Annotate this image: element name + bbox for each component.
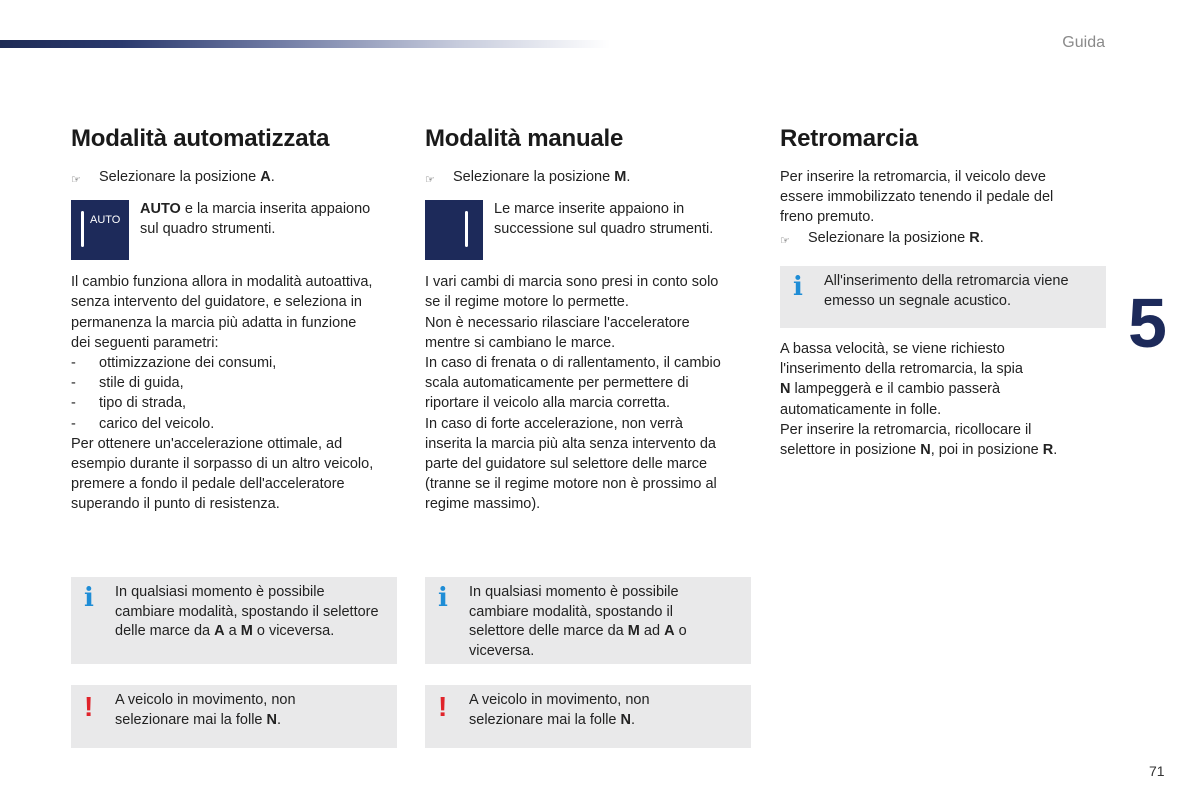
dash-text: tipo di strada, [99, 395, 187, 412]
info-icon: i [793, 272, 803, 302]
note-line: viceversa. [469, 642, 535, 659]
note-line: All'inserimento della retromarcia viene [824, 273, 1069, 289]
bullet-bold: M [614, 169, 627, 185]
para-line: In caso di frenata o di rallentamento, il cambio [425, 355, 721, 372]
para-line: Per inserire la retromarcia, ricollocare il [780, 421, 1032, 438]
para-line: dei seguenti parametri: [71, 334, 219, 351]
para-line: superando il punto di resistenza. [71, 496, 280, 513]
column-manual-mode [425, 125, 755, 515]
manual-text-1: Le marce inserite appaiono in [494, 201, 685, 218]
auto-gear-indicator-icon [71, 200, 129, 260]
chapter-title: Guida [1062, 34, 1105, 51]
para-line: permanenza la marcia più adatta in funzione [71, 314, 357, 331]
automated-description [71, 272, 401, 514]
info-note-text [115, 583, 385, 642]
note-line: A veicolo in movimento, non [469, 692, 650, 708]
para-line: l'inserimento della retromarcia, la spia [780, 361, 1023, 378]
para-line: In caso di forte accelerazione, non verrà [425, 415, 683, 432]
para-line: automaticamente in folle. [780, 401, 942, 418]
bullet-suffix: . [270, 169, 275, 185]
manual-description [425, 272, 755, 514]
column-automated-mode [71, 125, 401, 515]
bullet-select-a [71, 167, 401, 190]
para-line: regime massimo). [425, 496, 541, 513]
para-line: mentre si cambiano le marce. [425, 334, 616, 351]
note-line: selezionare mai la folle N. [115, 711, 282, 728]
pointing-hand-icon: ☞ [425, 174, 435, 186]
manual-gear-indicator-icon [425, 200, 483, 260]
dash-item: - tipo di strada, [71, 393, 401, 413]
note-line: delle marce da A a M o viceversa. [115, 623, 335, 640]
para-line: selettore in posizione N, poi in posizione R. [780, 442, 1058, 459]
bullet-text: Selezionare la posizione [453, 169, 615, 185]
warning-note-text [469, 691, 739, 730]
note-line: cambiare modalità, spostando il selettore [115, 603, 379, 620]
bullet-text: Selezionare la posizione [808, 229, 970, 246]
para-line: essere immobilizzato tenendo il pedale del [780, 189, 1054, 206]
info-note-text [469, 583, 739, 661]
bullet-text: Selezionare la posizione [99, 169, 261, 185]
section-title-automated: Modalità automatizzata [71, 125, 330, 152]
bullet-suffix: . [626, 169, 631, 185]
para-line: Il cambio funziona allora in modalità autoattiva, [71, 274, 373, 291]
para-line: inserita la marcia più alta senza intervento da [425, 435, 716, 452]
para-line: se il regime motore lo permette. [425, 294, 629, 311]
info-note-text [824, 272, 1094, 311]
para-line: premere a fondo il pedale dell'acceleratore [71, 476, 345, 493]
para-line: N lampeggerà e il cambio passerà [780, 381, 1001, 398]
bullet-select-m [425, 167, 755, 190]
dash-item: - stile di guida, [71, 373, 401, 393]
exclamation-icon: ! [438, 691, 448, 722]
dash-text: stile di guida, [99, 375, 184, 392]
warning-note-automated [71, 685, 397, 748]
bullet-bold: R [969, 229, 980, 246]
para-line: (tranne se il regime motore non è prossimo al [425, 476, 717, 493]
manual-indicator-row [425, 200, 755, 260]
warning-note-text [115, 691, 385, 730]
note-line: In qualsiasi momento è possibile [115, 584, 325, 600]
para-line: I vari cambi di marcia sono presi in conto solo [425, 274, 719, 291]
info-note-automated [71, 577, 397, 664]
para-line: Per inserire la retromarcia, il veicolo deve [780, 169, 1046, 185]
note-line: selettore delle marce da M ad A o [469, 623, 687, 640]
column-reverse [780, 125, 1110, 251]
warning-note-manual [425, 685, 751, 748]
dash-text: ottimizzazione dei consumi, [99, 355, 277, 372]
manual-text-2: successione sul quadro strumenti. [494, 221, 714, 238]
para-line: parte del guidatore sul selettore delle marce [425, 456, 708, 473]
auto-indicator-row [71, 200, 401, 260]
auto-bold: AUTO [140, 201, 181, 218]
note-line: selezionare mai la folle N. [469, 711, 636, 728]
note-line: A veicolo in movimento, non [115, 692, 296, 708]
info-note-manual [425, 577, 751, 664]
bullet-bold: A [260, 169, 271, 185]
reverse-description [780, 339, 1110, 460]
para-line: Per ottenere un'accelerazione ottimale, ad [71, 435, 343, 452]
auto-text-1: e la marcia inserita appaiono [180, 201, 371, 218]
dash-text: carico del veicolo. [99, 415, 215, 432]
pointing-hand-icon: ☞ [780, 234, 790, 247]
info-icon: i [84, 583, 94, 613]
manual-indicator-text [494, 199, 713, 260]
note-line: emesso un segnale acustico. [824, 292, 1011, 309]
gear-bar [465, 211, 468, 247]
dash-item: - ottimizzazione dei consumi, [71, 353, 401, 373]
header-gradient-bar [0, 40, 610, 48]
auto-icon-label: AUTO [90, 214, 121, 227]
exclamation-icon: ! [84, 691, 94, 722]
section-title-manual: Modalità manuale [425, 125, 624, 152]
para-line: Non è necessario rilasciare l'acceleratore [425, 314, 690, 331]
bullet-select-r [780, 228, 1110, 251]
para-line: scala automaticamente per permettere di [425, 375, 689, 392]
note-line: In qualsiasi momento è possibile [469, 584, 679, 600]
dash-item: - carico del veicolo. [71, 414, 401, 434]
para-line: riportare il veicolo alla marcia corretta. [425, 395, 670, 412]
info-icon: i [438, 583, 448, 613]
para-line: A bassa velocità, se viene richiesto [780, 341, 1005, 357]
pointing-hand-icon: ☞ [71, 174, 81, 186]
section-title-reverse: Retromarcia [780, 125, 918, 152]
auto-text-2: sul quadro strumenti. [140, 221, 276, 238]
info-note-reverse [780, 266, 1106, 328]
page-number: 71 [1149, 763, 1165, 779]
chapter-number: 5 [1128, 284, 1167, 362]
para-line: senza intervento del guidatore, e seleziona in [71, 294, 362, 311]
bullet-suffix: . [979, 229, 984, 246]
auto-indicator-text [140, 199, 370, 260]
para-line: freno premuto. [780, 209, 875, 226]
gear-bar [81, 211, 84, 247]
note-line: cambiare modalità, spostando il [469, 603, 673, 620]
para-line: esempio durante il sorpasso di un altro veicolo, [71, 456, 374, 473]
